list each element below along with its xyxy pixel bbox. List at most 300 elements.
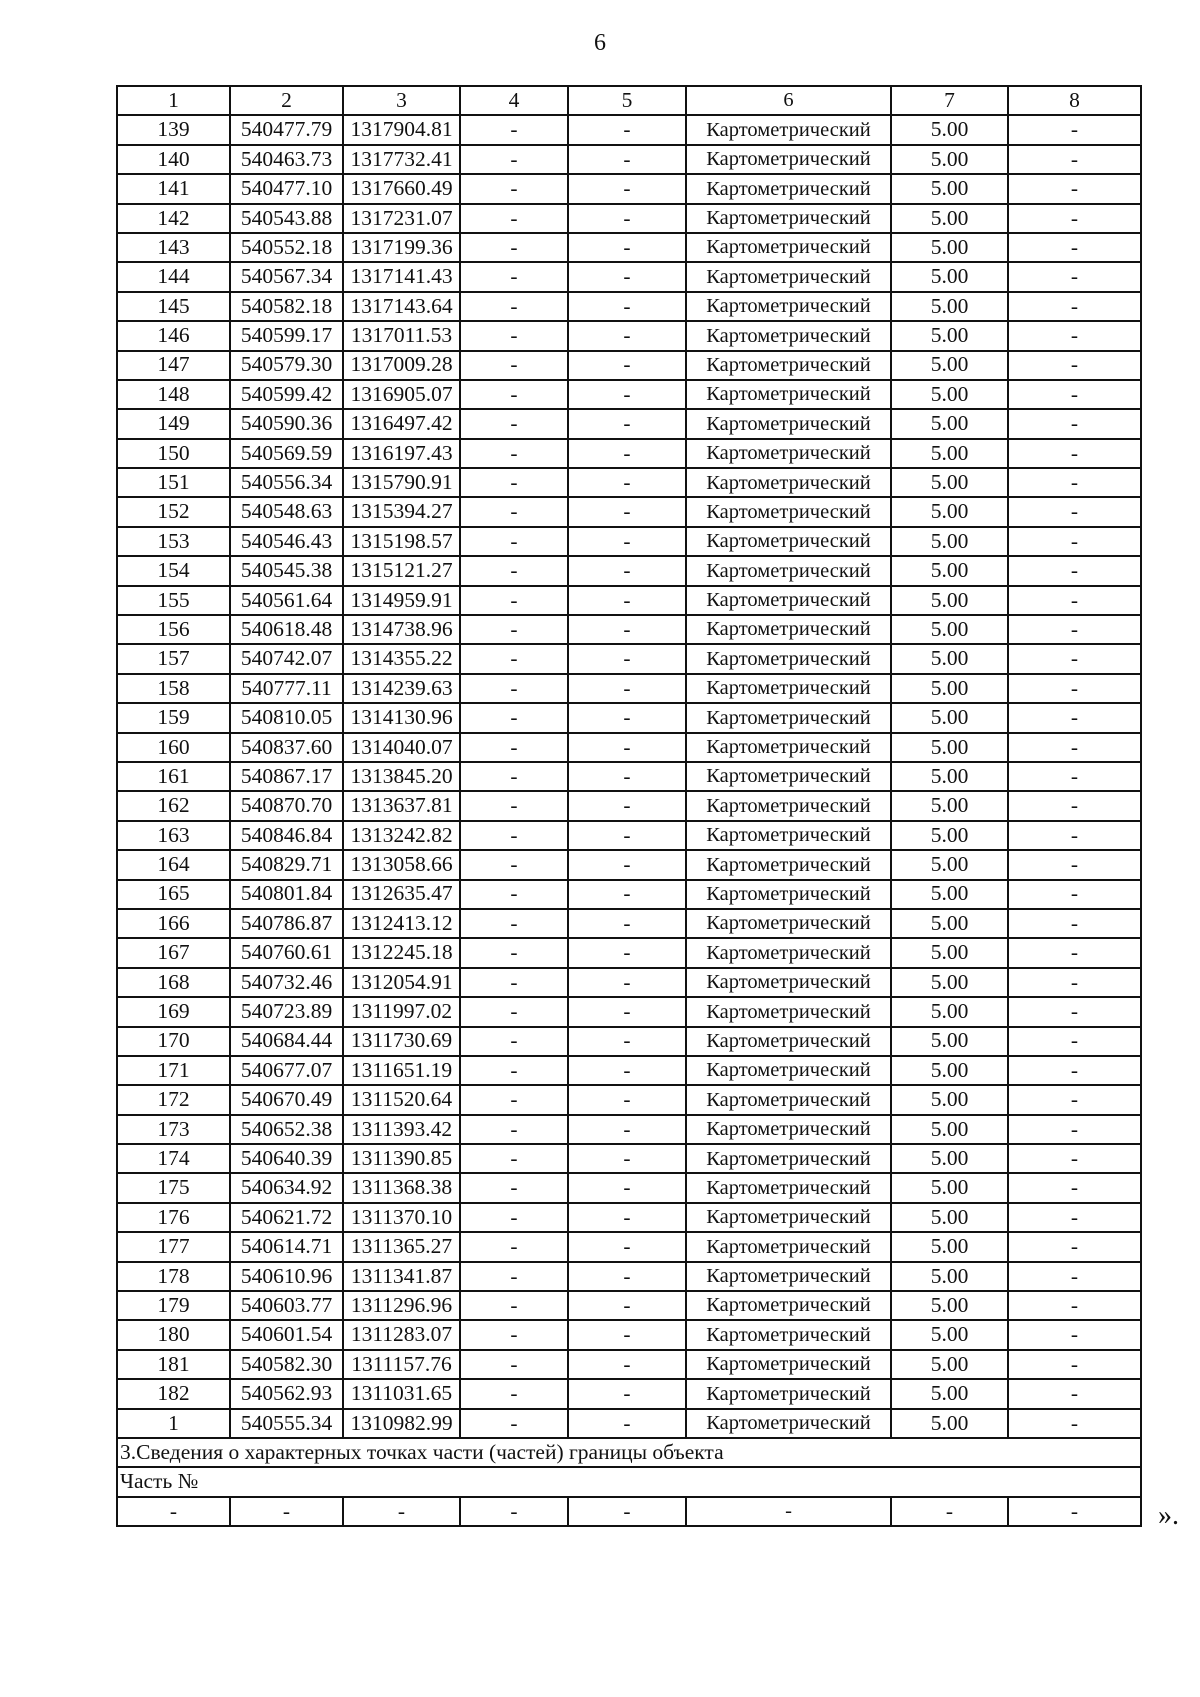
accuracy-cell: 5.00 [891, 1144, 1008, 1173]
point-number-cell: 173 [117, 1115, 230, 1144]
method-cell: 6 [686, 86, 891, 115]
empty-part-row [117, 1497, 1141, 1526]
accuracy-cell: 5.00 [891, 292, 1008, 321]
point-number-cell: 142 [117, 204, 230, 233]
accuracy-cell: 5.00 [891, 409, 1008, 438]
col-8-cell: - [1008, 351, 1141, 380]
col-8-cell: - [1008, 762, 1141, 791]
method-cell: Картометрический [686, 821, 891, 850]
col-8-cell: - [1008, 615, 1141, 644]
accuracy-cell: 5.00 [891, 938, 1008, 967]
y-coordinate-cell: 1315198.57 [343, 527, 460, 556]
point-number-cell: 140 [117, 145, 230, 174]
point-number-cell: 151 [117, 468, 230, 497]
col-4-cell: - [460, 321, 568, 350]
accuracy-cell: 5.00 [891, 1320, 1008, 1349]
col-5-cell: - [568, 115, 686, 144]
table-row [117, 791, 1141, 820]
x-coordinate-cell: 540582.18 [230, 292, 343, 321]
x-coordinate-cell: 540477.79 [230, 115, 343, 144]
x-coordinate-cell: 2 [230, 86, 343, 115]
y-coordinate-cell: 1314130.96 [343, 703, 460, 732]
accuracy-cell: 5.00 [891, 733, 1008, 762]
col-5-cell: - [568, 791, 686, 820]
table-row [117, 1203, 1141, 1232]
col-5-cell: - [568, 321, 686, 350]
point-number-cell: 141 [117, 174, 230, 203]
point-number-cell: 178 [117, 1262, 230, 1291]
x-coordinate-cell: - [230, 1497, 343, 1526]
x-coordinate-cell: 540684.44 [230, 1027, 343, 1056]
col-5-cell: - [568, 1027, 686, 1056]
method-cell: Картометрический [686, 674, 891, 703]
col-5-cell: - [568, 233, 686, 262]
table-row [117, 233, 1141, 262]
accuracy-cell: 5.00 [891, 968, 1008, 997]
col-5-cell: - [568, 674, 686, 703]
table-row [117, 1085, 1141, 1114]
y-coordinate-cell: 1310982.99 [343, 1409, 460, 1438]
x-coordinate-cell: 540634.92 [230, 1173, 343, 1202]
accuracy-cell: 5.00 [891, 204, 1008, 233]
y-coordinate-cell: 1317011.53 [343, 321, 460, 350]
col-8-cell: - [1008, 1144, 1141, 1173]
accuracy-cell: 5.00 [891, 791, 1008, 820]
col-8-cell: - [1008, 1497, 1141, 1526]
col-8-cell: - [1008, 1115, 1141, 1144]
col-4-cell: - [460, 733, 568, 762]
y-coordinate-cell: 1317141.43 [343, 262, 460, 291]
point-number-cell: 148 [117, 380, 230, 409]
col-8-cell: - [1008, 409, 1141, 438]
col-4-cell: - [460, 204, 568, 233]
point-number-cell: 146 [117, 321, 230, 350]
y-coordinate-cell: 1317732.41 [343, 145, 460, 174]
col-8-cell: - [1008, 938, 1141, 967]
x-coordinate-cell: 540561.64 [230, 586, 343, 615]
accuracy-cell: 5.00 [891, 262, 1008, 291]
col-8-cell: - [1008, 1056, 1141, 1085]
col-5-cell: - [568, 497, 686, 526]
x-coordinate-cell: 540760.61 [230, 938, 343, 967]
method-cell: Картометрический [686, 1291, 891, 1320]
x-coordinate-cell: 540546.43 [230, 527, 343, 556]
col-8-cell: - [1008, 262, 1141, 291]
page-number: 6 [594, 30, 606, 56]
x-coordinate-cell: 540870.70 [230, 791, 343, 820]
point-number-cell: 1 [117, 1409, 230, 1438]
col-8-cell: - [1008, 880, 1141, 909]
x-coordinate-cell: 540582.30 [230, 1350, 343, 1379]
col-4-cell: - [460, 674, 568, 703]
table-row [117, 556, 1141, 585]
col-4-cell: - [460, 1497, 568, 1526]
y-coordinate-cell: 1311520.64 [343, 1085, 460, 1114]
col-8-cell: - [1008, 233, 1141, 262]
point-number-cell: - [117, 1497, 230, 1526]
col-5-cell: - [568, 615, 686, 644]
accuracy-cell: 5.00 [891, 233, 1008, 262]
x-coordinate-cell: 540477.10 [230, 174, 343, 203]
point-number-cell: 1 [117, 86, 230, 115]
y-coordinate-cell: 1311393.42 [343, 1115, 460, 1144]
col-5-cell: - [568, 262, 686, 291]
table-row [117, 733, 1141, 762]
col-8-cell: - [1008, 115, 1141, 144]
point-number-cell: 152 [117, 497, 230, 526]
table-row [117, 468, 1141, 497]
col-4-cell: - [460, 1115, 568, 1144]
y-coordinate-cell: 1311296.96 [343, 1291, 460, 1320]
method-cell: Картометрический [686, 1056, 891, 1085]
table-row [117, 145, 1141, 174]
accuracy-cell: 5.00 [891, 1379, 1008, 1408]
method-cell: Картометрический [686, 1379, 891, 1408]
method-cell: Картометрический [686, 791, 891, 820]
x-coordinate-cell: 540677.07 [230, 1056, 343, 1085]
col-4-cell: - [460, 1085, 568, 1114]
y-coordinate-cell: 1317009.28 [343, 351, 460, 380]
accuracy-cell: 5.00 [891, 145, 1008, 174]
method-cell: Картометрический [686, 321, 891, 350]
method-cell: Картометрический [686, 997, 891, 1026]
col-4-cell: - [460, 703, 568, 732]
point-number-cell: 159 [117, 703, 230, 732]
col-5-cell: - [568, 880, 686, 909]
y-coordinate-cell: 1312413.12 [343, 909, 460, 938]
point-number-cell: 174 [117, 1144, 230, 1173]
x-coordinate-cell: 540801.84 [230, 880, 343, 909]
col-8-cell: - [1008, 1291, 1141, 1320]
col-4-cell: - [460, 1173, 568, 1202]
y-coordinate-cell: 1313845.20 [343, 762, 460, 791]
col-8-cell: - [1008, 556, 1141, 585]
point-number-cell: 157 [117, 644, 230, 673]
method-cell: Картометрический [686, 1173, 891, 1202]
col-8-cell: - [1008, 1173, 1141, 1202]
col-4-cell: - [460, 644, 568, 673]
table-row [117, 1291, 1141, 1320]
col-4-cell: - [460, 115, 568, 144]
method-cell: Картометрический [686, 1232, 891, 1261]
table-body [117, 86, 1141, 1526]
y-coordinate-cell: 1316197.43 [343, 439, 460, 468]
col-8-cell: - [1008, 791, 1141, 820]
x-coordinate-cell: 540590.36 [230, 409, 343, 438]
col-8-cell: - [1008, 1409, 1141, 1438]
y-coordinate-cell: 1317199.36 [343, 233, 460, 262]
table-row [117, 1409, 1141, 1438]
y-coordinate-cell: 1311370.10 [343, 1203, 460, 1232]
y-coordinate-cell: 1314040.07 [343, 733, 460, 762]
x-coordinate-cell: 540732.46 [230, 968, 343, 997]
x-coordinate-cell: 540618.48 [230, 615, 343, 644]
col-8-cell: - [1008, 468, 1141, 497]
point-number-cell: 158 [117, 674, 230, 703]
col-4-cell: - [460, 1056, 568, 1085]
part-label-row [117, 1467, 1141, 1496]
method-cell: Картометрический [686, 1320, 891, 1349]
accuracy-cell: 5.00 [891, 1056, 1008, 1085]
x-coordinate-cell: 540548.63 [230, 497, 343, 526]
y-coordinate-cell: 1314959.91 [343, 586, 460, 615]
method-cell: Картометрический [686, 174, 891, 203]
col-5-cell: - [568, 409, 686, 438]
accuracy-cell: 5.00 [891, 762, 1008, 791]
y-coordinate-cell: 1311031.65 [343, 1379, 460, 1408]
method-cell: Картометрический [686, 1203, 891, 1232]
table-row [117, 527, 1141, 556]
col-8-cell: - [1008, 968, 1141, 997]
point-number-cell: 170 [117, 1027, 230, 1056]
col-5-cell: - [568, 1320, 686, 1349]
col-4-cell: - [460, 850, 568, 879]
method-cell: Картометрический [686, 762, 891, 791]
y-coordinate-cell: 1311730.69 [343, 1027, 460, 1056]
y-coordinate-cell: 1316497.42 [343, 409, 460, 438]
col-4-cell: - [460, 1262, 568, 1291]
col-4-cell: - [460, 997, 568, 1026]
y-coordinate-cell: 1317231.07 [343, 204, 460, 233]
accuracy-cell: 5.00 [891, 850, 1008, 879]
method-cell: - [686, 1497, 891, 1526]
col-5-cell: - [568, 850, 686, 879]
method-cell: Картометрический [686, 733, 891, 762]
y-coordinate-cell: 1312245.18 [343, 938, 460, 967]
method-cell: Картометрический [686, 468, 891, 497]
y-coordinate-cell: 1312054.91 [343, 968, 460, 997]
method-cell: Картометрический [686, 1350, 891, 1379]
table-row [117, 880, 1141, 909]
point-number-cell: 149 [117, 409, 230, 438]
col-4-cell: - [460, 821, 568, 850]
accuracy-cell: 5.00 [891, 351, 1008, 380]
method-cell: Картометрический [686, 909, 891, 938]
col-4-cell: - [460, 909, 568, 938]
table-row [117, 909, 1141, 938]
col-5-cell: - [568, 644, 686, 673]
coordinates-table [116, 85, 1142, 1527]
accuracy-cell: 5.00 [891, 909, 1008, 938]
point-number-cell: 154 [117, 556, 230, 585]
method-cell: Картометрический [686, 586, 891, 615]
point-number-cell: 147 [117, 351, 230, 380]
y-coordinate-cell: 1314239.63 [343, 674, 460, 703]
method-cell: Картометрический [686, 380, 891, 409]
section-title-row [117, 1438, 1141, 1467]
table-row [117, 262, 1141, 291]
col-5-cell: - [568, 1379, 686, 1408]
accuracy-cell: 5.00 [891, 115, 1008, 144]
col-5-cell: - [568, 968, 686, 997]
y-coordinate-cell: 1313242.82 [343, 821, 460, 850]
col-5-cell: - [568, 762, 686, 791]
table-row [117, 439, 1141, 468]
method-cell: Картометрический [686, 409, 891, 438]
y-coordinate-cell: - [343, 1497, 460, 1526]
accuracy-cell: 5.00 [891, 556, 1008, 585]
table-row [117, 968, 1141, 997]
col-5-cell: - [568, 733, 686, 762]
col-5-cell: - [568, 1056, 686, 1085]
accuracy-cell: 5.00 [891, 1262, 1008, 1291]
col-5-cell: - [568, 556, 686, 585]
col-4-cell: - [460, 762, 568, 791]
x-coordinate-cell: 540614.71 [230, 1232, 343, 1261]
accuracy-cell: 5.00 [891, 586, 1008, 615]
x-coordinate-cell: 540579.30 [230, 351, 343, 380]
y-coordinate-cell: 1311368.38 [343, 1173, 460, 1202]
table-row [117, 351, 1141, 380]
point-number-cell: 177 [117, 1232, 230, 1261]
col-8-cell: - [1008, 733, 1141, 762]
col-4-cell: - [460, 791, 568, 820]
col-8-cell: - [1008, 1320, 1141, 1349]
method-cell: Картометрический [686, 1085, 891, 1114]
method-cell: Картометрический [686, 556, 891, 585]
accuracy-cell: 5.00 [891, 1115, 1008, 1144]
method-cell: Картометрический [686, 233, 891, 262]
accuracy-cell: 5.00 [891, 380, 1008, 409]
table-row [117, 938, 1141, 967]
col-5-cell: - [568, 380, 686, 409]
point-number-cell: 167 [117, 938, 230, 967]
method-cell: Картометрический [686, 262, 891, 291]
y-coordinate-cell: 1311157.76 [343, 1350, 460, 1379]
y-coordinate-cell: 1315790.91 [343, 468, 460, 497]
table-row [117, 586, 1141, 615]
col-5-cell: - [568, 439, 686, 468]
point-number-cell: 145 [117, 292, 230, 321]
col-8-cell: - [1008, 1262, 1141, 1291]
x-coordinate-cell: 540569.59 [230, 439, 343, 468]
point-number-cell: 180 [117, 1320, 230, 1349]
col-5-cell: - [568, 938, 686, 967]
x-coordinate-cell: 540837.60 [230, 733, 343, 762]
table-row [117, 1379, 1141, 1408]
col-8-cell: - [1008, 997, 1141, 1026]
y-coordinate-cell: 1312635.47 [343, 880, 460, 909]
col-5-cell: 5 [568, 86, 686, 115]
col-8-cell: - [1008, 321, 1141, 350]
accuracy-cell: 5.00 [891, 1027, 1008, 1056]
accuracy-cell: 5.00 [891, 439, 1008, 468]
table-row [117, 1232, 1141, 1261]
method-cell: Картометрический [686, 703, 891, 732]
table-row [117, 1320, 1141, 1349]
table-row [117, 821, 1141, 850]
table-row [117, 762, 1141, 791]
method-cell: Картометрический [686, 1144, 891, 1173]
col-8-cell: - [1008, 586, 1141, 615]
table-row [117, 850, 1141, 879]
col-8-cell: - [1008, 145, 1141, 174]
y-coordinate-cell: 1317143.64 [343, 292, 460, 321]
col-8-cell: - [1008, 1027, 1141, 1056]
point-number-cell: 181 [117, 1350, 230, 1379]
col-8-cell: - [1008, 292, 1141, 321]
point-number-cell: 160 [117, 733, 230, 762]
method-cell: Картометрический [686, 351, 891, 380]
x-coordinate-cell: 540610.96 [230, 1262, 343, 1291]
x-coordinate-cell: 540562.93 [230, 1379, 343, 1408]
accuracy-cell: 5.00 [891, 468, 1008, 497]
point-number-cell: 139 [117, 115, 230, 144]
method-cell: Картометрический [686, 1115, 891, 1144]
point-number-cell: 165 [117, 880, 230, 909]
table-row [117, 292, 1141, 321]
col-8-cell: - [1008, 1232, 1141, 1261]
method-cell: Картометрический [686, 1262, 891, 1291]
col-5-cell: - [568, 292, 686, 321]
col-4-cell: - [460, 174, 568, 203]
col-4-cell: - [460, 468, 568, 497]
col-8-cell: - [1008, 1350, 1141, 1379]
y-coordinate-cell: 1311283.07 [343, 1320, 460, 1349]
accuracy-cell: 7 [891, 86, 1008, 115]
x-coordinate-cell: 540599.17 [230, 321, 343, 350]
col-4-cell: - [460, 262, 568, 291]
accuracy-cell: 5.00 [891, 1173, 1008, 1202]
table-row [117, 115, 1141, 144]
method-cell: Картометрический [686, 527, 891, 556]
x-coordinate-cell: 540652.38 [230, 1115, 343, 1144]
x-coordinate-cell: 540810.05 [230, 703, 343, 732]
col-4-cell: - [460, 380, 568, 409]
x-coordinate-cell: 540723.89 [230, 997, 343, 1026]
x-coordinate-cell: 540867.17 [230, 762, 343, 791]
col-5-cell: - [568, 1232, 686, 1261]
accuracy-cell: 5.00 [891, 615, 1008, 644]
col-5-cell: - [568, 1203, 686, 1232]
col-8-cell: - [1008, 1085, 1141, 1114]
y-coordinate-cell: 1314355.22 [343, 644, 460, 673]
col-8-cell: - [1008, 174, 1141, 203]
x-coordinate-cell: 540555.34 [230, 1409, 343, 1438]
x-coordinate-cell: 540603.77 [230, 1291, 343, 1320]
col-8-cell: - [1008, 380, 1141, 409]
col-4-cell: - [460, 1350, 568, 1379]
col-5-cell: - [568, 1497, 686, 1526]
section-title-row-text: 3.Сведения о характерных точках части (частей) границы объекта [117, 1438, 1141, 1467]
accuracy-cell: 5.00 [891, 821, 1008, 850]
point-number-cell: 182 [117, 1379, 230, 1408]
col-5-cell: - [568, 1409, 686, 1438]
col-5-cell: - [568, 351, 686, 380]
point-number-cell: 164 [117, 850, 230, 879]
table-row [117, 497, 1141, 526]
table-row [117, 1262, 1141, 1291]
x-coordinate-cell: 540742.07 [230, 644, 343, 673]
y-coordinate-cell: 1311651.19 [343, 1056, 460, 1085]
x-coordinate-cell: 540543.88 [230, 204, 343, 233]
method-cell: Картометрический [686, 145, 891, 174]
col-5-cell: - [568, 468, 686, 497]
method-cell: Картометрический [686, 1027, 891, 1056]
accuracy-cell: 5.00 [891, 674, 1008, 703]
col-5-cell: - [568, 145, 686, 174]
point-number-cell: 156 [117, 615, 230, 644]
col-4-cell: - [460, 145, 568, 174]
accuracy-cell: 5.00 [891, 1203, 1008, 1232]
x-coordinate-cell: 540777.11 [230, 674, 343, 703]
y-coordinate-cell: 1317904.81 [343, 115, 460, 144]
table-row [117, 1115, 1141, 1144]
method-cell: Картометрический [686, 439, 891, 468]
col-5-cell: - [568, 1291, 686, 1320]
point-number-cell: 172 [117, 1085, 230, 1114]
accuracy-cell: 5.00 [891, 644, 1008, 673]
